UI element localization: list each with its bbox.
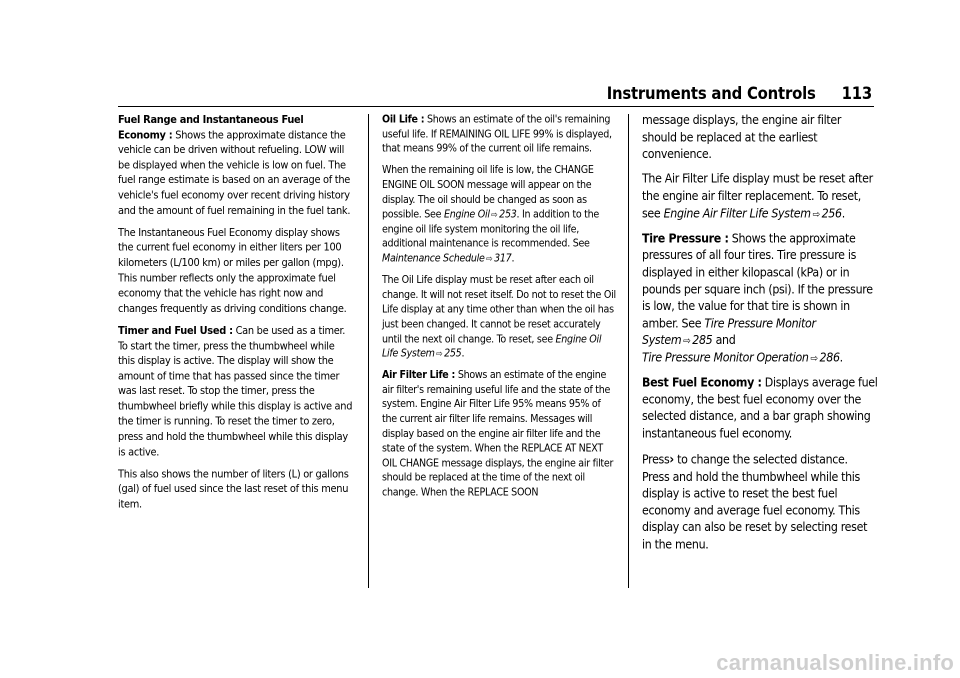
text-oil-life: Shows an estimate of the oil's remaining useful life. If REMAINING OIL LIFE 99% is displayed, that means 99% of the current oil life remains. — [382, 113, 612, 156]
column-1 — [118, 113, 354, 589]
text-tire-and: and — [712, 334, 736, 349]
watermark: carmanualsonline.info — [716, 650, 954, 675]
paragraph-oil-life — [382, 113, 618, 157]
paragraph-instant-fuel: The Instantaneous Fuel Economy display shows the current fuel economy in either liters per 100 kilometers (L/100 km) or miles per gallon (mpg). This number reflects only the approximate fuel economy that the vehicle has right now and changes frequently as driving conditions change. — [118, 226, 347, 315]
column-3 — [642, 113, 878, 589]
pointer-arrow-icon: ⇨ — [810, 352, 818, 365]
page-header — [607, 84, 872, 103]
page-ref-253[interactable]: 253 — [499, 208, 517, 221]
term-tire-pressure: Tire Pressure : — [642, 232, 729, 246]
pointer-arrow-icon: ⇨ — [491, 209, 498, 220]
paragraph-oil-low — [382, 164, 618, 267]
text-oil-low-a: When the remaining oil life is low, the CHANGE ENGINE OIL SOON message will appear on the display. The oil should be changed as soon as possible. See — [382, 164, 594, 221]
term-best-fuel: Best Fuel Economy : — [642, 376, 762, 391]
text-press: to change the selected distance. Press and hold the thumbwheel while this display is active to reset the best fuel economy and average fuel economy. This display can also be reset by selecting reset in the menu. — [642, 453, 868, 553]
pointer-arrow-icon: ⇨ — [683, 335, 691, 348]
text-oil-reset-end: . — [461, 347, 465, 360]
term-fuel-range: Fuel Range and Instantaneous Fuel Economy : — [118, 113, 304, 142]
text-timer: Can be used as a timer. To start the timer, press the thumbwheel while this display is active. The display will show the amount of time that has passed since the timer was last reset. To stop the timer, press the thumbwheel briefly while this display is active and the timer is running. To reset the timer to zero, press and hold the thumbwheel while this display is active. — [118, 324, 353, 459]
link-tire-pressure-monitor-operation[interactable]: Tire Pressure Monitor Operation — [642, 351, 809, 366]
text-oil-low-b: . In addition to the engine oil life system monitoring the oil life, additional maintenance is recommended. See — [382, 208, 599, 251]
paragraph-air-filter-cont: message displays, the engine air filter should be replaced at the earliest convenience. — [642, 113, 842, 162]
paragraph-air-filter — [382, 369, 618, 501]
paragraph-best-fuel — [642, 375, 878, 443]
text-air-reset: The Air Filter Life display must be reset after the engine air filter replacement. To reset, see — [642, 172, 873, 221]
link-engine-air-filter-life-system[interactable]: Engine Air Filter Life System — [663, 207, 811, 221]
text-oil-low-c: . — [511, 252, 515, 265]
text-press-word: Press — [642, 453, 670, 468]
term-oil-life: Oil Life : — [382, 113, 425, 126]
paragraph-air-reset — [642, 172, 878, 223]
paragraph-fuel-range — [118, 113, 354, 219]
page-ref-256[interactable]: 256 — [821, 207, 842, 221]
pointer-arrow-icon: ⇨ — [812, 207, 820, 220]
chevron-right-icon: › — [669, 452, 674, 468]
text-air-reset-end: . — [841, 207, 845, 221]
paragraph-oil-reset — [382, 274, 618, 362]
pointer-arrow-icon: ⇨ — [486, 253, 493, 264]
page-ref-255[interactable]: 255 — [444, 347, 462, 360]
term-air-filter: Air Filter Life : — [382, 369, 456, 382]
page-ref-286[interactable]: 286 — [819, 351, 840, 366]
text-best-fuel: Displays average fuel economy, the best fuel economy over the selected distance, and a bar graph showing instantaneous fuel economy. — [642, 376, 878, 442]
link-maintenance-schedule[interactable]: Maintenance Schedule — [382, 252, 485, 265]
text-air-filter: Shows an estimate of the engine air filter's remaining useful life and the state of the system. Engine Air Filter Life 95% means 95% of the current air filter life remains. Messages will display based on the engine air filter life and the state of the system. When the REPLACE AT NEXT OIL CHANGE message displays, the engine air filter should be replaced at the time of the next oil change. When the REPLACE SOON — [382, 369, 614, 499]
link-engine-oil[interactable]: Engine Oil — [443, 208, 490, 221]
paragraph-fuel-used: This also shows the number of liters (L) or gallons (gal) of fuel used since the last reset of this menu item. — [118, 468, 349, 511]
column-2 — [382, 113, 618, 589]
page-number: 113 — [841, 84, 872, 103]
section-title: Instruments and Controls — [606, 84, 816, 103]
page-ref-317[interactable]: 317 — [494, 252, 512, 265]
term-timer: Timer and Fuel Used : — [118, 324, 233, 338]
header-rule — [118, 106, 874, 107]
paragraph-tire-pressure — [642, 231, 878, 367]
link-tire-pressure-monitor-system[interactable]: Tire Pressure Monitor System — [642, 317, 816, 349]
text-tire-pressure: Shows the approximate pressures of all four tires. Tire pressure is displayed in either kilopascal (kPa) or in pounds per square inch (psi). If the pressure is low, the value for that tire is shown in amber. See — [642, 232, 873, 332]
column-divider-2 — [628, 114, 629, 588]
column-divider-1 — [368, 114, 369, 588]
text-tire-end: . — [839, 351, 843, 366]
paragraph-timer — [118, 324, 354, 460]
paragraph-press — [642, 451, 878, 554]
pointer-arrow-icon: ⇨ — [436, 348, 443, 359]
link-engine-oil-life-system[interactable]: Engine Oil Life System — [382, 333, 602, 360]
page-ref-285[interactable]: 285 — [692, 334, 713, 349]
text-oil-reset: The Oil Life display must be reset after each oil change. It will not reset itself. Do not to reset the Oil Life display at any time other than when the oil has just been changed. It cannot be reset accurately until the next oil change. To reset, see — [382, 274, 616, 346]
text-fuel-range: Shows the approximate distance the vehicle can be driven without refueling. LOW will be displayed when the vehicle is low on fuel. The fuel range estimate is based on an average of the vehicle's fuel economy over recent driving history and the amount of fuel remaining in the fuel tank. — [118, 128, 351, 217]
